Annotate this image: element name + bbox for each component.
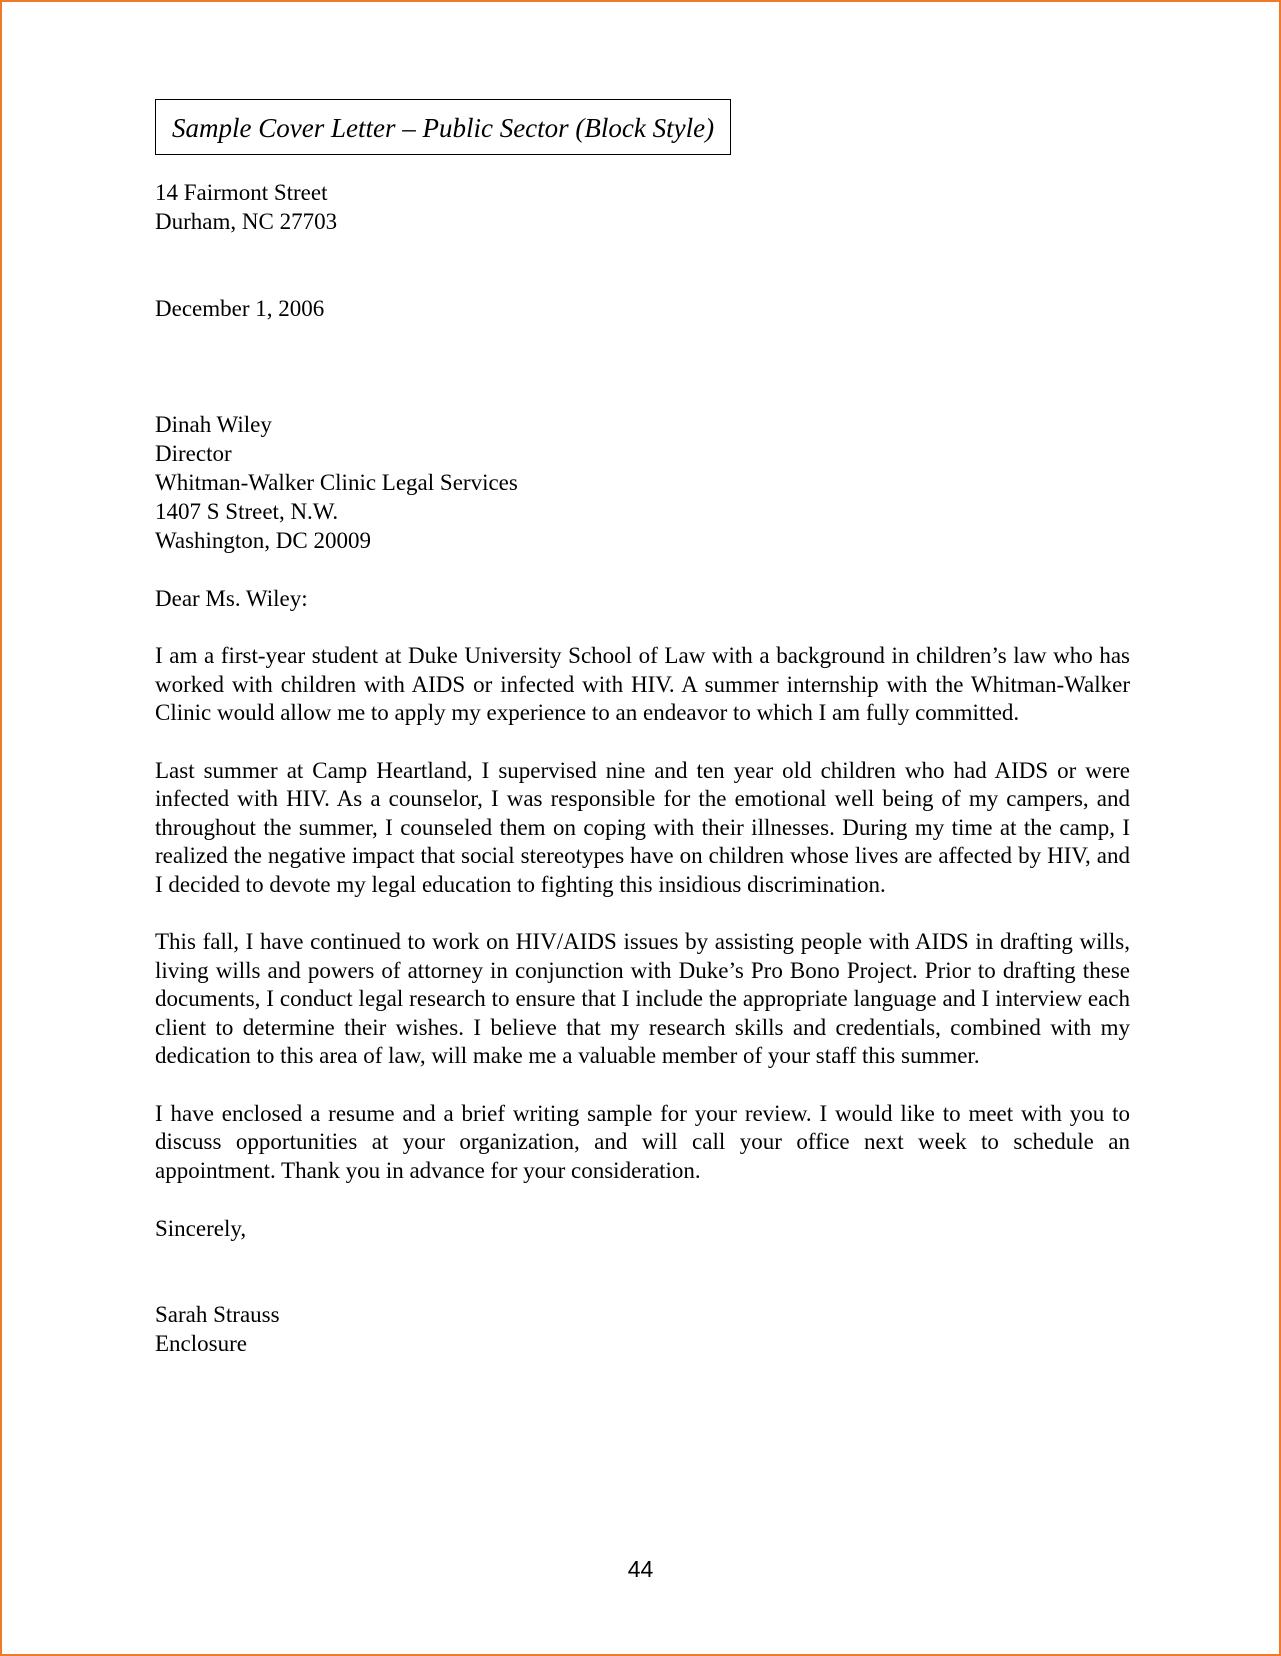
sender-city-state-zip: Durham, NC 27703 — [155, 209, 338, 234]
body-paragraph: I have enclosed a resume and a brief writing sample for your review. I would like to meet with you to discuss opportunities at your organization, and will call your office next week to schedule an appointment. Thank you in advance for your consideration. — [155, 1100, 1130, 1183]
signer-name: Sarah Strauss — [155, 1302, 280, 1327]
recipient-city-state-zip: Washington, DC 20009 — [155, 528, 372, 553]
letter-body — [155, 99, 1130, 1358]
page-number: 44 — [627, 1556, 654, 1582]
salutation: Dear Ms. Wiley: — [155, 586, 308, 611]
recipient-address — [155, 410, 1130, 555]
body-paragraph: This fall, I have continued to work on HIV/AIDS issues by assisting people with AIDS in drafting wills, living wills and powers of attorney in conjunction with Duke’s Pro Bono Project. Prior to drafting these documents, I conduct legal research to ensure that I include the appropriate language and I interview each client to determine their wishes. I believe that my research skills and credentials, combined with my dedication to this area of law, will make me a valuable member of your staff this summer. — [155, 929, 1130, 1068]
recipient-street: 1407 S Street, N.W. — [155, 499, 339, 524]
body-paragraph: Last summer at Camp Heartland, I supervised nine and ten year old children who had AIDS or were infected with HIV. As a counselor, I was responsible for the emotional well being of my campers, and throughout the summer, I counseled them on coping with their illnesses. During my time at the camp, I realized the negative impact that social stereotypes have on children whose lives are affected by HIV, and I decided to devote my legal education to fighting this insidious discrimination. — [155, 757, 1130, 897]
letter-date: December 1, 2006 — [155, 296, 325, 321]
body-paragraph: I am a first-year student at Duke University School of Law with a background in children’s law who has worked with children with AIDS or infected with HIV. A summer internship with the Whitman-Walker Clinic would allow me to apply my experience to an endeavor to which I am fully committed. — [155, 643, 1130, 725]
sender-address — [155, 178, 1130, 236]
recipient-name: Dinah Wiley — [155, 412, 272, 437]
signature-block — [155, 1300, 1130, 1358]
enclosure-note: Enclosure — [155, 1331, 247, 1356]
closing: Sincerely, — [155, 1216, 247, 1241]
recipient-organization: Whitman-Walker Clinic Legal Services — [155, 470, 518, 495]
recipient-title: Director — [155, 441, 232, 466]
sender-street: 14 Fairmont Street — [155, 180, 328, 205]
document-title: Sample Cover Letter – Public Sector (Block Style) — [155, 99, 731, 155]
